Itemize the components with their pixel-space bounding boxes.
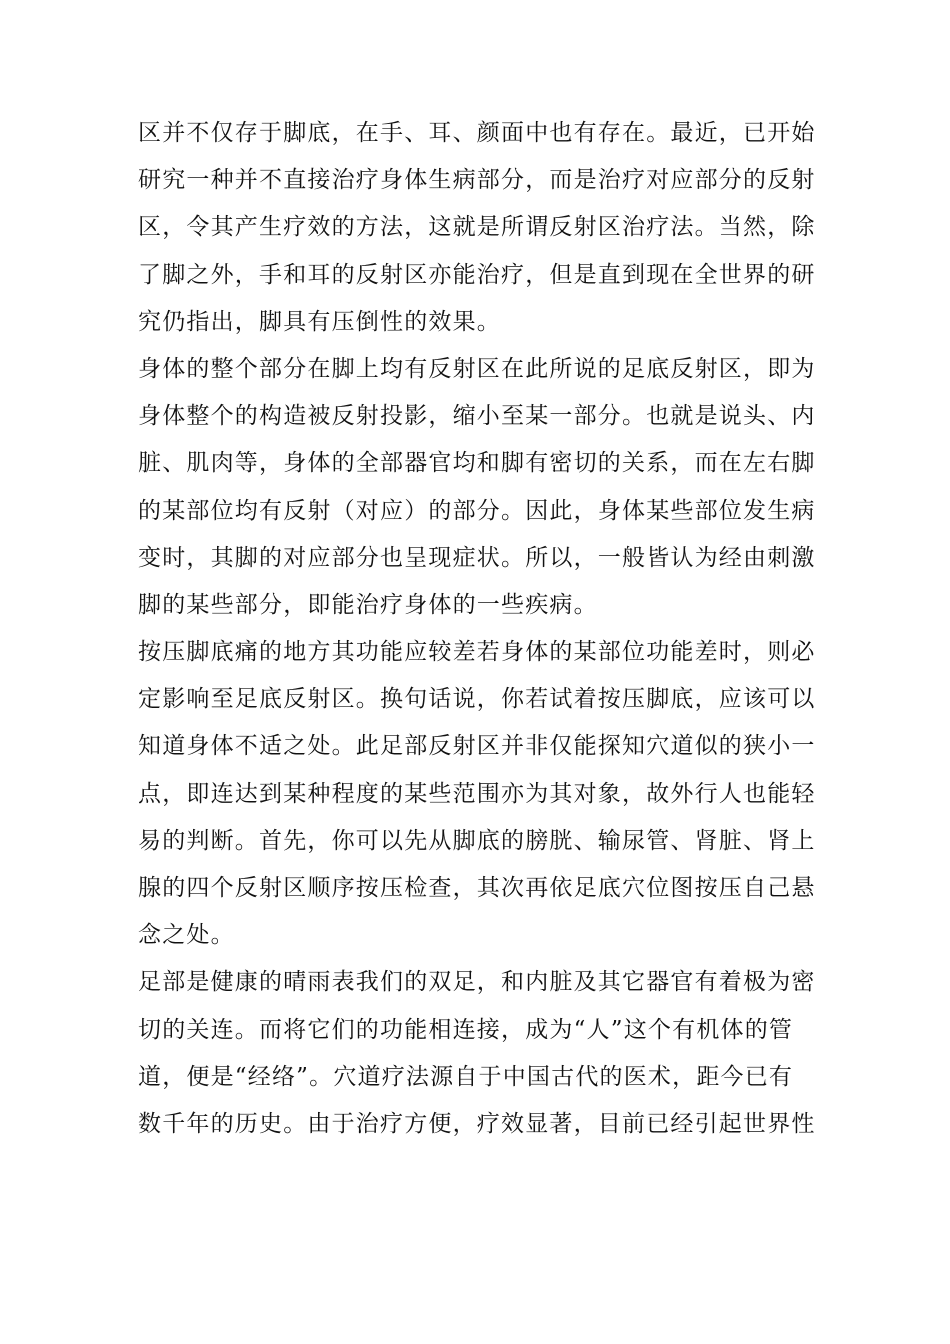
paragraph-pressing-sole [138, 629, 816, 959]
text-line: 定影响至足底反射区。换句话说，你若试着按压脚底，应该可以 [138, 686, 816, 713]
text-line: 道，便是“经络”。穴道疗法源自于中国古代的医术，距今已有 [138, 1063, 794, 1090]
text-line: 区，令其产生疗效的方法，这就是所谓反射区治疗法。当然，除 [138, 214, 816, 241]
text-line: 的某部位均有反射（对应）的部分。因此，身体某些部位发生病 [138, 497, 816, 524]
text-line: 按压脚底痛的地方其功能应较差若身体的某部位功能差时，则必 [138, 639, 816, 666]
text-line: 脏、肌肉等，身体的全部器官均和脚有密切的关系，而在左右脚 [138, 450, 816, 477]
document-body [138, 110, 816, 1148]
text-line: 腺的四个反射区顺序按压检查，其次再依足底穴位图按压自己悬 [138, 875, 816, 901]
text-line: 切的关连。而将它们的功能相连接，成为“人”这个有机体的管 [138, 1016, 794, 1043]
text-line: 身体整个的构造被反射投影，缩小至某一部分。也就是说头、内 [138, 403, 816, 430]
text-line: 易的判断。首先，你可以先从脚底的膀胱、输尿管、肾脏、肾上 [138, 827, 816, 854]
text-line: 究仍指出，脚具有压倒性的效果。 [138, 308, 501, 335]
text-line: 点，即连达到某种程度的某些范围亦为其对象，故外行人也能轻 [138, 780, 816, 807]
text-line: 足部是健康的晴雨表我们的双足，和内脏及其它器官有着极为密 [138, 969, 816, 996]
text-line: 数千年的历史。由于治疗方便，疗效显著，目前已经引起世界性 [138, 1110, 816, 1137]
paragraph-feet-health-barometer [138, 959, 816, 1148]
text-line: 了脚之外，手和耳的反射区亦能治疗，但是直到现在全世界的研 [138, 261, 816, 288]
text-line: 研究一种并不直接治疗身体生病部分，而是治疗对应部分的反射 [138, 167, 816, 194]
text-line: 变时，其脚的对应部分也呈现症状。所以，一般皆认为经由刺激 [138, 544, 816, 571]
text-line: 区并不仅存于脚底，在手、耳、颜面中也有存在。最近，已开始 [138, 120, 816, 146]
text-line: 念之处。 [138, 922, 235, 949]
text-line: 身体的整个部分在脚上均有反射区在此所说的足底反射区，即为 [138, 355, 816, 382]
text-line: 知道身体不适之处。此足部反射区并非仅能探知穴道似的狭小一 [138, 733, 816, 760]
paragraph-body-reflex-zones [138, 346, 816, 629]
paragraph-reflex-therapy [138, 110, 816, 346]
text-line: 脚的某些部分，即能治疗身体的一些疾病。 [138, 591, 598, 618]
